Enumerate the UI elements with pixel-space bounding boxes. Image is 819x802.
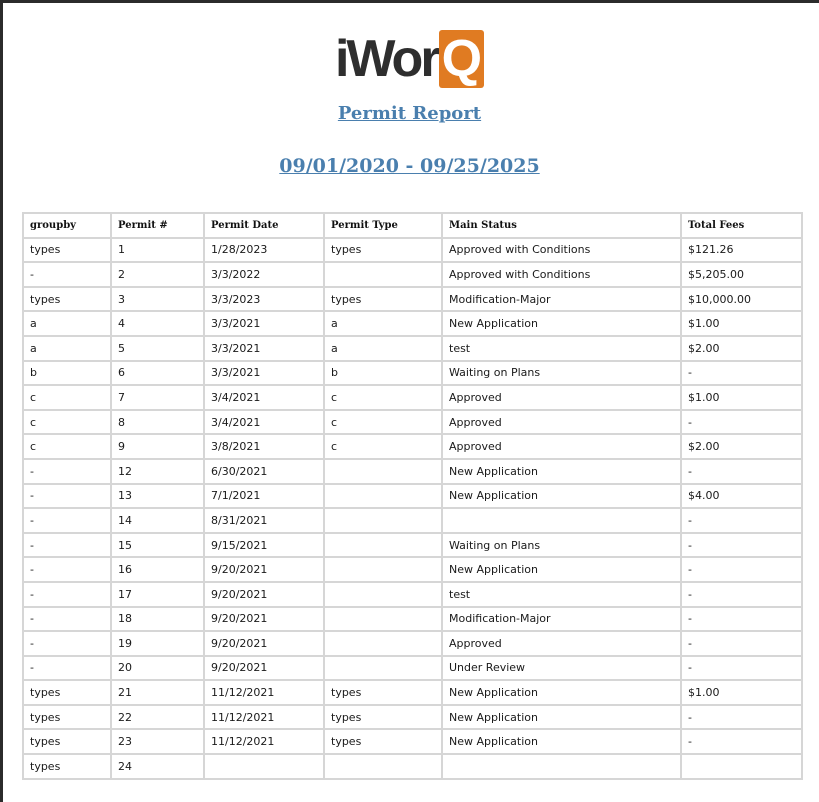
cell-main-status: Modification-Major: [442, 607, 681, 632]
cell-permit-type: [324, 508, 442, 533]
cell-permit-number: 20: [111, 656, 204, 681]
cell-permit-type: types: [324, 287, 442, 312]
cell-main-status: [442, 508, 681, 533]
table-row: [23, 533, 802, 558]
cell-permit-date: 3/3/2021: [204, 361, 324, 386]
cell-permit-type: [324, 484, 442, 509]
cell-permit-number: 2: [111, 262, 204, 287]
cell-permit-type: types: [324, 680, 442, 705]
column-permit-date: Permit Date: [204, 213, 324, 238]
cell-permit-type: [324, 582, 442, 607]
cell-groupby: types: [23, 729, 111, 754]
cell-permit-type: types: [324, 729, 442, 754]
table-row: [23, 729, 802, 754]
cell-total-fees: -: [681, 631, 802, 656]
cell-groupby: types: [23, 754, 111, 779]
cell-groupby: c: [23, 434, 111, 459]
cell-permit-type: types: [324, 238, 442, 263]
cell-permit-number: 23: [111, 729, 204, 754]
cell-permit-type: [324, 754, 442, 779]
cell-permit-number: 4: [111, 311, 204, 336]
cell-permit-type: [324, 533, 442, 558]
cell-groupby: -: [23, 459, 111, 484]
cell-groupby: -: [23, 484, 111, 509]
window-frame-top: [0, 0, 819, 3]
cell-permit-date: [204, 754, 324, 779]
cell-total-fees: $1.00: [681, 680, 802, 705]
cell-total-fees: -: [681, 410, 802, 435]
cell-groupby: types: [23, 680, 111, 705]
cell-permit-date: 11/12/2021: [204, 729, 324, 754]
table-row: [23, 754, 802, 779]
table-row: [23, 582, 802, 607]
cell-permit-number: 19: [111, 631, 204, 656]
cell-groupby: a: [23, 336, 111, 361]
cell-groupby: -: [23, 656, 111, 681]
cell-main-status: Approved: [442, 385, 681, 410]
cell-total-fees: -: [681, 533, 802, 558]
cell-permit-number: 5: [111, 336, 204, 361]
cell-groupby: types: [23, 238, 111, 263]
table-row: [23, 484, 802, 509]
table-row: [23, 287, 802, 312]
cell-total-fees: -: [681, 459, 802, 484]
cell-groupby: -: [23, 508, 111, 533]
cell-permit-date: 9/15/2021: [204, 533, 324, 558]
report-date-range: 09/01/2020 - 09/25/2025: [279, 155, 540, 177]
cell-main-status: Approved: [442, 631, 681, 656]
cell-permit-number: 6: [111, 361, 204, 386]
cell-main-status: Waiting on Plans: [442, 361, 681, 386]
cell-permit-date: 3/3/2021: [204, 311, 324, 336]
column-main-status: Main Status: [442, 213, 681, 238]
cell-groupby: -: [23, 582, 111, 607]
cell-permit-type: [324, 607, 442, 632]
cell-permit-date: 9/20/2021: [204, 607, 324, 632]
table-row: [23, 238, 802, 263]
cell-permit-date: 9/20/2021: [204, 582, 324, 607]
table-row: [23, 385, 802, 410]
cell-total-fees: $121.26: [681, 238, 802, 263]
table-row: [23, 434, 802, 459]
cell-main-status: Approved: [442, 434, 681, 459]
cell-permit-number: 21: [111, 680, 204, 705]
cell-permit-date: 3/3/2021: [204, 336, 324, 361]
table-row: [23, 311, 802, 336]
cell-permit-number: 3: [111, 287, 204, 312]
logo-text: iWor: [334, 30, 438, 88]
cell-main-status: Modification-Major: [442, 287, 681, 312]
report-title: Permit Report: [337, 103, 482, 124]
cell-permit-number: 13: [111, 484, 204, 509]
table-body: [23, 238, 802, 779]
cell-total-fees: $10,000.00: [681, 287, 802, 312]
table-row: [23, 656, 802, 681]
cell-groupby: types: [23, 705, 111, 730]
cell-permit-number: 12: [111, 459, 204, 484]
permit-table: [22, 212, 803, 780]
cell-total-fees: $2.00: [681, 336, 802, 361]
cell-total-fees: -: [681, 361, 802, 386]
cell-permit-type: [324, 656, 442, 681]
cell-total-fees: -: [681, 705, 802, 730]
cell-groupby: b: [23, 361, 111, 386]
cell-permit-date: 3/3/2023: [204, 287, 324, 312]
cell-permit-type: [324, 459, 442, 484]
table-row: [23, 705, 802, 730]
table-row: [23, 557, 802, 582]
cell-total-fees: -: [681, 582, 802, 607]
cell-groupby: -: [23, 631, 111, 656]
cell-main-status: New Application: [442, 311, 681, 336]
iworq-logo: [0, 30, 819, 88]
cell-total-fees: $4.00: [681, 484, 802, 509]
cell-permit-number: 16: [111, 557, 204, 582]
table-row: [23, 361, 802, 386]
cell-main-status: test: [442, 336, 681, 361]
column-groupby: groupby: [23, 213, 111, 238]
cell-permit-number: 22: [111, 705, 204, 730]
cell-groupby: -: [23, 557, 111, 582]
cell-total-fees: $5,205.00: [681, 262, 802, 287]
cell-permit-date: 3/4/2021: [204, 410, 324, 435]
cell-permit-number: 1: [111, 238, 204, 263]
cell-permit-type: c: [324, 385, 442, 410]
cell-permit-type: a: [324, 336, 442, 361]
cell-main-status: Approved with Conditions: [442, 238, 681, 263]
cell-total-fees: [681, 754, 802, 779]
cell-permit-date: 6/30/2021: [204, 459, 324, 484]
cell-permit-date: 1/28/2023: [204, 238, 324, 263]
cell-main-status: Approved: [442, 410, 681, 435]
cell-total-fees: -: [681, 508, 802, 533]
cell-permit-number: 8: [111, 410, 204, 435]
cell-permit-type: b: [324, 361, 442, 386]
cell-groupby: -: [23, 607, 111, 632]
cell-total-fees: -: [681, 557, 802, 582]
table-row: [23, 336, 802, 361]
cell-permit-number: 14: [111, 508, 204, 533]
cell-permit-type: [324, 262, 442, 287]
table-row: [23, 508, 802, 533]
cell-permit-number: 7: [111, 385, 204, 410]
column-permit-number: Permit #: [111, 213, 204, 238]
cell-main-status: [442, 754, 681, 779]
cell-total-fees: $1.00: [681, 385, 802, 410]
cell-permit-date: 7/1/2021: [204, 484, 324, 509]
cell-main-status: Approved with Conditions: [442, 262, 681, 287]
cell-groupby: c: [23, 410, 111, 435]
cell-permit-date: 8/31/2021: [204, 508, 324, 533]
cell-permit-type: [324, 557, 442, 582]
cell-main-status: New Application: [442, 705, 681, 730]
cell-main-status: Waiting on Plans: [442, 533, 681, 558]
cell-permit-date: 3/8/2021: [204, 434, 324, 459]
cell-main-status: New Application: [442, 557, 681, 582]
cell-groupby: -: [23, 262, 111, 287]
cell-main-status: New Application: [442, 729, 681, 754]
table-row: [23, 680, 802, 705]
logo-accent-letter: Q: [439, 30, 484, 88]
cell-permit-type: [324, 631, 442, 656]
cell-permit-date: 9/20/2021: [204, 656, 324, 681]
cell-permit-date: 11/12/2021: [204, 680, 324, 705]
cell-total-fees: $2.00: [681, 434, 802, 459]
cell-permit-date: 11/12/2021: [204, 705, 324, 730]
cell-groupby: a: [23, 311, 111, 336]
table-row: [23, 262, 802, 287]
cell-permit-type: c: [324, 434, 442, 459]
table-row: [23, 459, 802, 484]
cell-permit-type: types: [324, 705, 442, 730]
cell-permit-number: 15: [111, 533, 204, 558]
cell-permit-date: 9/20/2021: [204, 557, 324, 582]
column-total-fees: Total Fees: [681, 213, 802, 238]
table-row: [23, 607, 802, 632]
cell-main-status: test: [442, 582, 681, 607]
cell-permit-number: 9: [111, 434, 204, 459]
cell-main-status: New Application: [442, 484, 681, 509]
table-row: [23, 410, 802, 435]
cell-permit-type: c: [324, 410, 442, 435]
table-header-row: [23, 213, 802, 238]
cell-permit-date: 3/4/2021: [204, 385, 324, 410]
cell-main-status: New Application: [442, 459, 681, 484]
cell-permit-type: a: [324, 311, 442, 336]
cell-groupby: types: [23, 287, 111, 312]
cell-permit-number: 24: [111, 754, 204, 779]
cell-total-fees: -: [681, 729, 802, 754]
cell-groupby: c: [23, 385, 111, 410]
cell-main-status: Under Review: [442, 656, 681, 681]
cell-permit-date: 3/3/2022: [204, 262, 324, 287]
table-row: [23, 631, 802, 656]
cell-permit-number: 18: [111, 607, 204, 632]
cell-total-fees: -: [681, 607, 802, 632]
cell-total-fees: -: [681, 656, 802, 681]
cell-main-status: New Application: [442, 680, 681, 705]
cell-permit-number: 17: [111, 582, 204, 607]
column-permit-type: Permit Type: [324, 213, 442, 238]
cell-permit-date: 9/20/2021: [204, 631, 324, 656]
cell-total-fees: $1.00: [681, 311, 802, 336]
cell-groupby: -: [23, 533, 111, 558]
